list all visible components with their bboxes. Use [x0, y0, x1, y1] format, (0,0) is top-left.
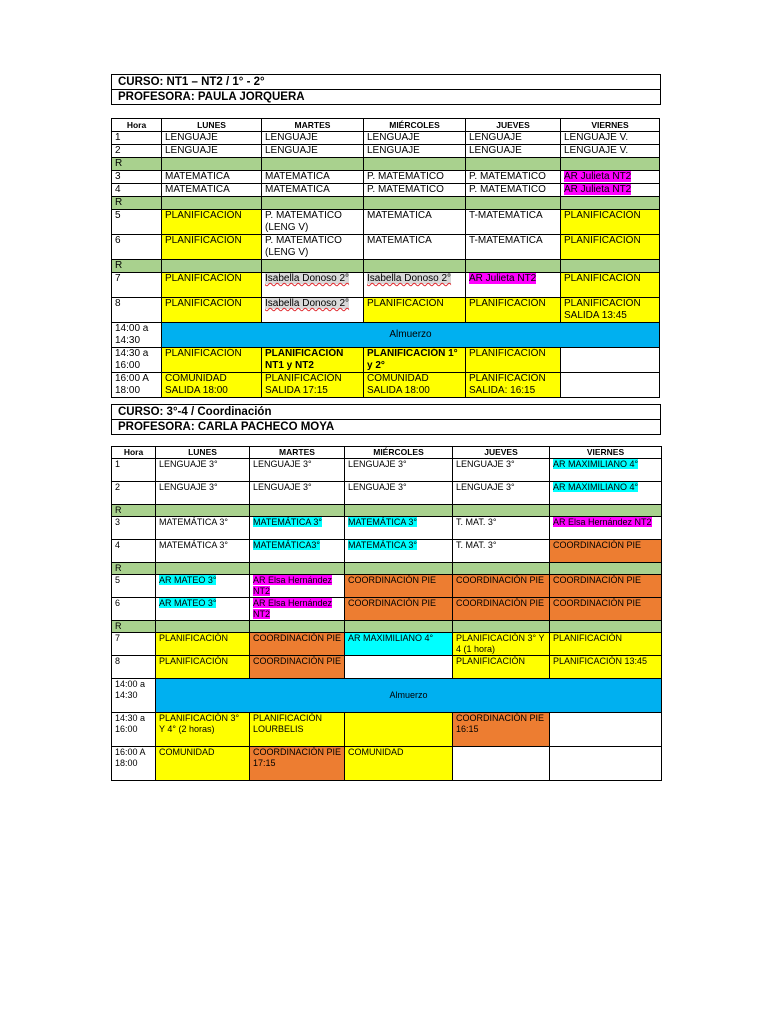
- schedule-cell: P. MATEMÁTICO: [466, 171, 561, 184]
- schedule-cell: LENGUAJE 3°: [453, 482, 550, 505]
- schedule-cell: [550, 713, 662, 747]
- schedule-cell: PLANIFICACIÓN: [364, 298, 466, 323]
- table-row: [112, 540, 662, 563]
- hour-cell: 3: [112, 171, 162, 184]
- hour-cell: R: [112, 621, 156, 633]
- course-title: CURSO: 3°-4 / Coordinación: [118, 406, 272, 418]
- schedule-cell: LENGUAJE: [162, 145, 262, 158]
- schedule-cell: PLANIFICACIÓN: [162, 235, 262, 260]
- col-header-lunes: LUNES: [162, 119, 262, 132]
- schedule-cell: [250, 598, 345, 621]
- schedule-cell: T-MATEMÁTICA: [466, 210, 561, 235]
- table-row: [112, 747, 662, 781]
- schedule-cell: PLANIFICACIÓN: [156, 633, 250, 656]
- table-row: [112, 184, 660, 197]
- hour-cell: 14:00 a 14:30: [112, 679, 156, 713]
- schedule-cell: MATEMÁTICA: [364, 210, 466, 235]
- schedule-cell: PLANIFICACIÓN: [561, 273, 660, 298]
- schedule-cell: COORDINACIÓN PIE 17:15: [250, 747, 345, 781]
- hour-cell: 4: [112, 184, 162, 197]
- schedule-cell: LENGUAJE V.: [561, 145, 660, 158]
- col-header-miercoles: MIÉRCOLES: [345, 447, 453, 459]
- schedule-cell: MATEMÁTICA: [364, 235, 466, 260]
- schedule-cell: PLANIFICACIÓN NT1 y NT2: [262, 348, 364, 373]
- schedule-cell: PLANIFICACIÓN LOURBELIS: [250, 713, 345, 747]
- schedule-cell: COORDINACIÓN PIE: [453, 598, 550, 621]
- highlight-text: AR MATEO 3°: [159, 575, 217, 585]
- schedule-cell: LENGUAJE: [262, 132, 364, 145]
- schedule-cell: PLANIFICACIÓN: [453, 656, 550, 679]
- schedule-cell: COORDINACIÓN PIE 16:15: [453, 713, 550, 747]
- schedule-cell: LENGUAJE 3°: [345, 482, 453, 505]
- table-row: [112, 235, 660, 260]
- highlight-text: AR Elsa Hernández NT2: [253, 575, 333, 596]
- hour-cell: 6: [112, 598, 156, 621]
- recess-row: [112, 260, 660, 273]
- schedule-cell: [345, 540, 453, 563]
- schedule-cell: PLANIFICACIÓN 3° Y 4° (2 horas): [156, 713, 250, 747]
- schedule-cell: COORDINACIÓN PIE: [345, 575, 453, 598]
- table-row: [112, 145, 660, 158]
- schedule-cell: P. MATEMÁTICO: [466, 184, 561, 197]
- schedule-cell: [453, 747, 550, 781]
- hour-cell: 7: [112, 273, 162, 298]
- recess-row: [112, 563, 662, 575]
- highlight-text: MATEMÁTICA 3°: [348, 540, 417, 550]
- schedule-cell: LENGUAJE 3°: [156, 482, 250, 505]
- schedule-table-2: [111, 446, 662, 781]
- hour-cell: R: [112, 505, 156, 517]
- hour-cell: 5: [112, 210, 162, 235]
- col-header-hora: Hora: [112, 447, 156, 459]
- schedule-cell: [345, 656, 453, 679]
- schedule-cell: [550, 517, 662, 540]
- lunch-cell: Almuerzo: [156, 679, 662, 713]
- col-header-lunes: LUNES: [156, 447, 250, 459]
- hour-cell: 5: [112, 575, 156, 598]
- course-header-2: [111, 404, 661, 435]
- highlight-text: AR MAXIMILIANO 4°: [553, 482, 639, 492]
- hour-cell: 8: [112, 656, 156, 679]
- hour-cell: 14:30 a 16:00: [112, 713, 156, 747]
- schedule-cell: MATEMÁTICA 3°: [156, 540, 250, 563]
- schedule-cell: PLANIFICACIÓN 3° Y 4 (1 hora): [453, 633, 550, 656]
- schedule-cell: LENGUAJE 3°: [250, 482, 345, 505]
- schedule-cell: [156, 598, 250, 621]
- schedule-cell: [550, 747, 662, 781]
- col-header-jueves: JUEVES: [466, 119, 561, 132]
- highlight-text: AR Julieta NT2: [469, 273, 537, 284]
- schedule-cell: COORDINACIÓN PIE: [550, 598, 662, 621]
- schedule-cell: COORDINACIÓN PIE: [345, 598, 453, 621]
- schedule-cell: LENGUAJE: [466, 145, 561, 158]
- col-header-viernes: VIERNES: [561, 119, 660, 132]
- schedule-cell: COORDINACIÓN PIE: [250, 656, 345, 679]
- course-header-1: [111, 74, 661, 105]
- student-name-text: Isabella Donoso 2°: [265, 273, 350, 284]
- schedule-cell: T. MAT. 3°: [453, 517, 550, 540]
- teacher-name: PROFESORA: CARLA PACHECO MOYA: [112, 419, 660, 434]
- table-row: [112, 171, 660, 184]
- table-row: [112, 656, 662, 679]
- header-row: [112, 119, 660, 132]
- schedule-cell: MATEMÁTICA 3°: [156, 517, 250, 540]
- col-header-jueves: JUEVES: [453, 447, 550, 459]
- schedule-cell: [364, 273, 466, 298]
- header-row: [112, 447, 662, 459]
- table-row: [112, 298, 660, 323]
- schedule-cell: AR MAXIMILIANO 4°: [345, 633, 453, 656]
- table-row: [112, 273, 660, 298]
- hour-cell: 8: [112, 298, 162, 323]
- schedule-cell: PLANIFICACIÓN: [156, 656, 250, 679]
- schedule-cell: PLANIFICACIÓN SALIDA: 16:15: [466, 373, 561, 398]
- teacher-name: PROFESORA: PAULA JORQUERA: [112, 89, 660, 104]
- hour-cell: 4: [112, 540, 156, 563]
- schedule-cell: PLANIFICACIÓN: [162, 298, 262, 323]
- schedule-cell: LENGUAJE 3°: [345, 459, 453, 482]
- schedule-cell: PLANIFICACIÓN: [466, 348, 561, 373]
- table-row: [112, 633, 662, 656]
- schedule-cell: PLANIFICACIÓN: [561, 210, 660, 235]
- schedule-cell: COMUNIDAD SALIDA 18:00: [162, 373, 262, 398]
- schedule-cell: COMUNIDAD SALIDA 18:00: [364, 373, 466, 398]
- schedule-cell: P. MATEMÁTICO (LENG V): [262, 210, 364, 235]
- schedule-cell: PLANIFICACIÓN: [162, 210, 262, 235]
- hour-cell: R: [112, 563, 156, 575]
- hour-cell: 14:00 a 14:30: [112, 323, 162, 348]
- schedule-cell: [466, 273, 561, 298]
- highlight-text: MATEMÁTICA 3°: [253, 517, 322, 527]
- schedule-cell: LENGUAJE: [466, 132, 561, 145]
- schedule-cell: LENGUAJE 3°: [156, 459, 250, 482]
- schedule-cell: [156, 575, 250, 598]
- schedule-cell: T. MAT. 3°: [453, 540, 550, 563]
- schedule-cell: COMUNIDAD: [345, 747, 453, 781]
- schedule-cell: LENGUAJE 3°: [453, 459, 550, 482]
- schedule-cell: COORDINACIÓN PIE: [550, 575, 662, 598]
- schedule-cell: PLANIFICACIÓN 1° y 2°: [364, 348, 466, 373]
- hour-cell: 3: [112, 517, 156, 540]
- schedule-cell: [262, 298, 364, 323]
- table-row: [112, 482, 662, 505]
- schedule-cell: LENGUAJE: [262, 145, 364, 158]
- schedule-cell: COORDINACIÓN PIE: [250, 633, 345, 656]
- schedule-cell: [345, 517, 453, 540]
- highlight-text: AR Elsa Hernández NT2: [253, 598, 333, 619]
- col-header-viernes: VIERNES: [550, 447, 662, 459]
- hour-cell: 1: [112, 132, 162, 145]
- table-row: [112, 348, 660, 373]
- recess-row: [112, 505, 662, 517]
- highlight-text: AR MATEO 3°: [159, 598, 217, 608]
- highlight-text: AR Julieta NT2: [564, 184, 632, 195]
- schedule-cell: PLANIFICACIÓN: [162, 348, 262, 373]
- student-name-text: Isabella Donoso 2°: [265, 298, 350, 309]
- table-row: [112, 459, 662, 482]
- course-title: CURSO: NT1 – NT2 / 1° - 2°: [118, 76, 265, 88]
- schedule-cell: [345, 713, 453, 747]
- lunch-cell: Almuerzo: [162, 323, 660, 348]
- schedule-table-1: [111, 118, 660, 398]
- schedule-cell: MATEMÁTICA: [262, 171, 364, 184]
- schedule-cell: PLANIFICACIÓN: [550, 633, 662, 656]
- schedule-cell: [550, 482, 662, 505]
- highlight-text: AR MAXIMILIANO 4°: [553, 459, 639, 469]
- table-row: [112, 132, 660, 145]
- highlight-text: MATEMÁTICA3°: [253, 540, 320, 550]
- schedule-cell: LENGUAJE: [364, 132, 466, 145]
- schedule-cell: [250, 540, 345, 563]
- highlight-text: MATEMÁTICA 3°: [348, 517, 417, 527]
- schedule-cell: LENGUAJE V.: [561, 132, 660, 145]
- schedule-cell: [561, 373, 660, 398]
- hour-cell: 7: [112, 633, 156, 656]
- schedule-cell: [561, 171, 660, 184]
- schedule-cell: PLANIFICACIÓN: [561, 235, 660, 260]
- recess-row: [112, 158, 660, 171]
- schedule-cell: [262, 273, 364, 298]
- hour-cell: 1: [112, 459, 156, 482]
- schedule-cell: MATEMÁTICA: [162, 171, 262, 184]
- hour-cell: R: [112, 197, 162, 210]
- schedule-cell: P. MATEMÁTICO: [364, 184, 466, 197]
- col-header-miercoles: MIÉRCOLES: [364, 119, 466, 132]
- schedule-cell: MATEMÁTICA: [262, 184, 364, 197]
- schedule-cell: [250, 575, 345, 598]
- table-row: [112, 210, 660, 235]
- schedule-cell: [250, 517, 345, 540]
- highlight-text: AR Elsa Hernández NT2: [553, 517, 652, 527]
- schedule-cell: PLANIFICACIÓN SALIDA 13:45: [561, 298, 660, 323]
- recess-row: [112, 197, 660, 210]
- schedule-cell: [561, 348, 660, 373]
- schedule-cell: PLANIFICACIÓN: [466, 298, 561, 323]
- schedule-cell: [550, 459, 662, 482]
- hour-cell: 16:00 A 18:00: [112, 747, 156, 781]
- schedule-cell: LENGUAJE: [364, 145, 466, 158]
- schedule-cell: LENGUAJE: [162, 132, 262, 145]
- schedule-cell: COMUNIDAD: [156, 747, 250, 781]
- hour-cell: R: [112, 260, 162, 273]
- table-row: [112, 598, 662, 621]
- schedule-cell: COORDINACIÓN PIE: [453, 575, 550, 598]
- schedule-cell: T-MATEMÁTICA: [466, 235, 561, 260]
- highlight-text: AR Julieta NT2: [564, 171, 632, 182]
- student-name-text: Isabella Donoso 2°: [367, 273, 452, 284]
- recess-row: [112, 621, 662, 633]
- col-header-hora: Hora: [112, 119, 162, 132]
- table-row: [112, 373, 660, 398]
- schedule-cell: PLANIFICACIÓN SALIDA 17:15: [262, 373, 364, 398]
- schedule-cell: P. MATEMÁTICO (LENG V): [262, 235, 364, 260]
- table-row: [112, 517, 662, 540]
- lunch-row: [112, 323, 660, 348]
- lunch-row: [112, 679, 662, 713]
- schedule-cell: PLANIFICACIÓN 13:45: [550, 656, 662, 679]
- col-header-martes: MARTES: [250, 447, 345, 459]
- schedule-cell: P. MATEMÁTICO: [364, 171, 466, 184]
- schedule-cell: LENGUAJE 3°: [250, 459, 345, 482]
- hour-cell: 16:00 A 18:00: [112, 373, 162, 398]
- hour-cell: R: [112, 158, 162, 171]
- col-header-martes: MARTES: [262, 119, 364, 132]
- hour-cell: 6: [112, 235, 162, 260]
- hour-cell: 2: [112, 482, 156, 505]
- hour-cell: 2: [112, 145, 162, 158]
- hour-cell: 14:30 a 16:00: [112, 348, 162, 373]
- table-row: [112, 713, 662, 747]
- table-row: [112, 575, 662, 598]
- schedule-cell: MATEMÁTICA: [162, 184, 262, 197]
- schedule-cell: [561, 184, 660, 197]
- schedule-cell: COORDINACIÓN PIE: [550, 540, 662, 563]
- schedule-cell: PLANIFICACIÓN: [162, 273, 262, 298]
